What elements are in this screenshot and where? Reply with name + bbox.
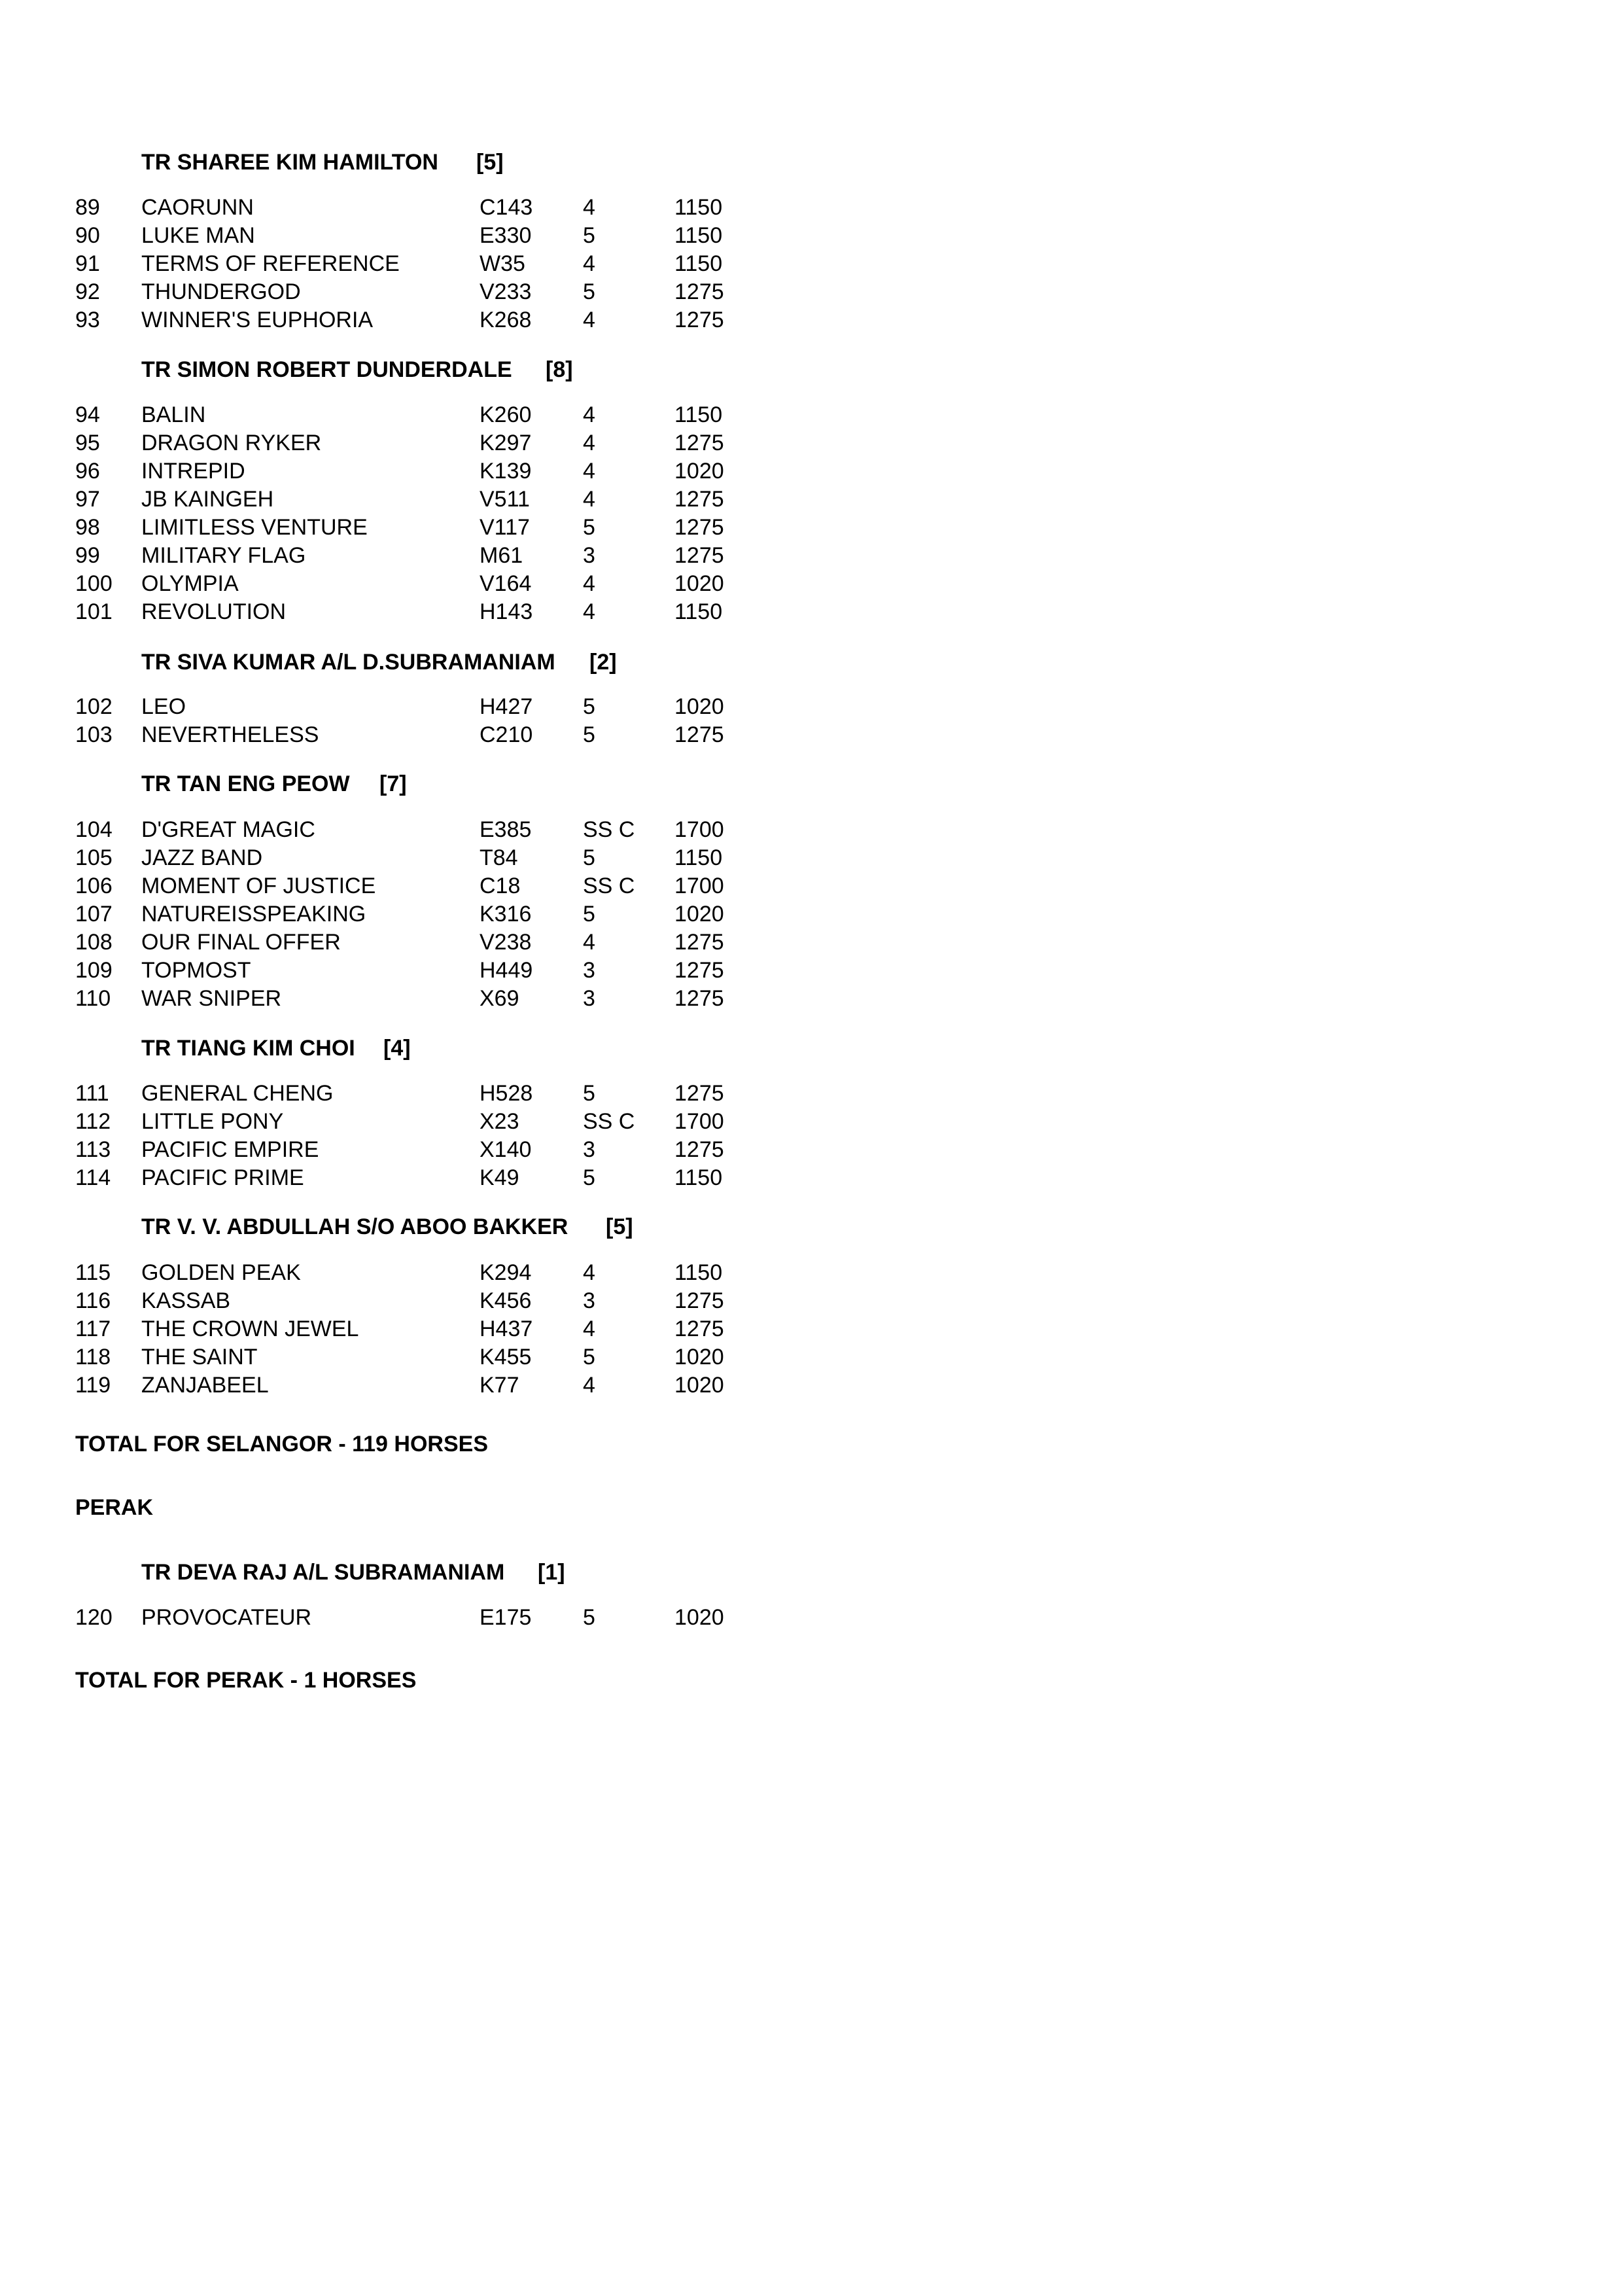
horse-code: K139 xyxy=(480,459,532,484)
horse-rating: SS C xyxy=(583,1109,635,1134)
horse-weight: 1020 xyxy=(674,1345,724,1369)
horse-row xyxy=(0,900,1623,928)
horse-row xyxy=(0,1286,1623,1315)
horse-weight: 1150 xyxy=(674,599,723,624)
horse-row xyxy=(0,984,1623,1013)
horse-name: PACIFIC PRIME xyxy=(141,1165,304,1190)
horse-number: 96 xyxy=(75,459,100,484)
region-heading-perak xyxy=(0,1493,1623,1522)
horse-number: 95 xyxy=(75,431,100,455)
horse-weight: 1275 xyxy=(674,958,724,983)
horse-row xyxy=(0,541,1623,570)
horse-weight: 1275 xyxy=(674,1288,724,1313)
horse-weight: 1275 xyxy=(674,722,724,747)
horse-rating: 5 xyxy=(583,902,595,927)
horse-code: E385 xyxy=(480,817,532,842)
trainer-name: TR TAN ENG PEOW xyxy=(141,771,350,796)
horse-row xyxy=(0,1343,1623,1371)
horse-name: LITTLE PONY xyxy=(141,1109,284,1134)
horse-number: 112 xyxy=(75,1109,111,1134)
trainer-name: TR DEVA RAJ A/L SUBRAMANIAM xyxy=(141,1560,505,1585)
horse-rating: 5 xyxy=(583,845,595,870)
horse-row xyxy=(0,485,1623,514)
horse-row xyxy=(0,928,1623,957)
horse-number: 91 xyxy=(75,251,100,276)
horse-weight: 1020 xyxy=(674,1605,724,1630)
horse-row xyxy=(0,1135,1623,1164)
horse-code: C18 xyxy=(480,874,521,898)
horse-row xyxy=(0,457,1623,486)
horse-code: E175 xyxy=(480,1605,532,1630)
total-selangor xyxy=(0,1430,1623,1458)
horse-rating: SS C xyxy=(583,874,635,898)
horse-rating: 5 xyxy=(583,722,595,747)
horse-number: 98 xyxy=(75,515,100,540)
horse-weight: 1275 xyxy=(674,930,724,955)
total-perak xyxy=(0,1666,1623,1695)
horse-name: INTREPID xyxy=(141,459,245,484)
trainer-heading xyxy=(0,1034,1623,1063)
total-selangor-text: TOTAL FOR SELANGOR - 119 HORSES xyxy=(75,1432,488,1457)
horse-name: GENERAL CHENG xyxy=(141,1081,334,1106)
total-perak-text: TOTAL FOR PERAK - 1 HORSES xyxy=(75,1668,417,1693)
horse-name: CAORUNN xyxy=(141,195,254,220)
horse-rating: 5 xyxy=(583,1165,595,1190)
horse-name: MOMENT OF JUSTICE xyxy=(141,874,376,898)
horse-weight: 1020 xyxy=(674,1373,724,1398)
horse-code: E330 xyxy=(480,223,532,248)
horse-rating: 3 xyxy=(583,958,595,983)
horse-number: 116 xyxy=(75,1288,111,1313)
horse-code: K316 xyxy=(480,902,532,927)
horse-rating: 5 xyxy=(583,694,595,719)
horse-code: V511 xyxy=(480,487,530,512)
horse-weight: 1150 xyxy=(674,251,723,276)
horse-code: K294 xyxy=(480,1260,532,1285)
horse-number: 114 xyxy=(75,1165,111,1190)
horse-weight: 1150 xyxy=(674,195,723,220)
horse-number: 103 xyxy=(75,722,113,747)
horse-name: WINNER'S EUPHORIA xyxy=(141,308,374,332)
trainer-heading xyxy=(0,1212,1623,1241)
horse-rating: 4 xyxy=(583,402,595,427)
horse-code: C210 xyxy=(480,722,533,747)
horse-row xyxy=(0,569,1623,598)
horse-number: 105 xyxy=(75,845,113,870)
horse-number: 104 xyxy=(75,817,113,842)
horse-code: K260 xyxy=(480,402,532,427)
horse-row xyxy=(0,1163,1623,1192)
trainer-horse-count: [5] xyxy=(476,150,504,175)
horse-weight: 1150 xyxy=(674,1260,723,1285)
horse-weight: 1275 xyxy=(674,279,724,304)
horse-code: V233 xyxy=(480,279,532,304)
horse-code: K49 xyxy=(480,1165,519,1190)
horse-name: KASSAB xyxy=(141,1288,231,1313)
horse-number: 115 xyxy=(75,1260,111,1285)
horse-row xyxy=(0,1258,1623,1287)
trainer-name: TR SHAREE KIM HAMILTON xyxy=(141,150,438,175)
horse-code: M61 xyxy=(480,543,523,568)
horse-name: LIMITLESS VENTURE xyxy=(141,515,368,540)
horse-name: PACIFIC EMPIRE xyxy=(141,1137,319,1162)
horse-number: 97 xyxy=(75,487,100,512)
horse-rating: 5 xyxy=(583,1081,595,1106)
horse-name: LUKE MAN xyxy=(141,223,255,248)
horse-rating: 4 xyxy=(583,308,595,332)
horse-rating: 4 xyxy=(583,1316,595,1341)
horse-code: W35 xyxy=(480,251,525,276)
horse-weight: 1275 xyxy=(674,543,724,568)
trainer-horse-count: [1] xyxy=(538,1560,565,1585)
horse-name: THE CROWN JEWEL xyxy=(141,1316,359,1341)
horse-row xyxy=(0,306,1623,334)
horse-code: K455 xyxy=(480,1345,532,1369)
horse-rating: 4 xyxy=(583,1260,595,1285)
horse-rating: 4 xyxy=(583,459,595,484)
horse-row xyxy=(0,193,1623,222)
horse-rating: 4 xyxy=(583,251,595,276)
horse-number: 90 xyxy=(75,223,100,248)
horse-name: MILITARY FLAG xyxy=(141,543,306,568)
horse-weight: 1150 xyxy=(674,223,723,248)
horse-weight: 1150 xyxy=(674,1165,723,1190)
horse-code: X23 xyxy=(480,1109,519,1134)
horse-code: H437 xyxy=(480,1316,533,1341)
horse-weight: 1275 xyxy=(674,986,724,1011)
region-title: PERAK xyxy=(75,1495,154,1520)
horse-name: NATUREISSPEAKING xyxy=(141,902,366,927)
horse-name: D'GREAT MAGIC xyxy=(141,817,315,842)
horse-code: T84 xyxy=(480,845,518,870)
horse-rating: 3 xyxy=(583,1288,595,1313)
horse-weight: 1020 xyxy=(674,694,724,719)
horse-code: V238 xyxy=(480,930,532,955)
horse-row xyxy=(0,221,1623,250)
horse-rating: 4 xyxy=(583,930,595,955)
horse-number: 119 xyxy=(75,1373,111,1398)
horse-number: 111 xyxy=(75,1081,109,1106)
horse-number: 106 xyxy=(75,874,113,898)
horse-rating: 5 xyxy=(583,1345,595,1369)
horse-rating: 4 xyxy=(583,487,595,512)
trainer-name: TR V. V. ABDULLAH S/O ABOO BAKKER xyxy=(141,1214,568,1239)
horse-weight: 1700 xyxy=(674,1109,724,1134)
horse-number: 108 xyxy=(75,930,113,955)
horse-name: TOPMOST xyxy=(141,958,251,983)
horse-row xyxy=(0,249,1623,278)
horse-weight: 1275 xyxy=(674,431,724,455)
horse-row xyxy=(0,429,1623,457)
horse-code: K456 xyxy=(480,1288,532,1313)
horse-name: NEVERTHELESS xyxy=(141,722,319,747)
horse-name: OLYMPIA xyxy=(141,571,239,596)
horse-name: TERMS OF REFERENCE xyxy=(141,251,400,276)
trainer-name: TR TIANG KIM CHOI xyxy=(141,1036,355,1061)
trainer-name: TR SIMON ROBERT DUNDERDALE xyxy=(141,357,512,382)
horse-rating: 3 xyxy=(583,543,595,568)
trainer-horse-count: [4] xyxy=(383,1036,411,1061)
horse-rating: 5 xyxy=(583,279,595,304)
horse-rating: SS C xyxy=(583,817,635,842)
trainer-heading xyxy=(0,1558,1623,1587)
horse-weight: 1275 xyxy=(674,308,724,332)
horse-weight: 1275 xyxy=(674,1081,724,1106)
trainer-heading xyxy=(0,148,1623,177)
horse-code: X140 xyxy=(480,1137,532,1162)
horse-weight: 1020 xyxy=(674,571,724,596)
trainer-horse-count: [5] xyxy=(606,1214,633,1239)
horse-number: 109 xyxy=(75,958,113,983)
trainer-horse-count: [2] xyxy=(589,650,617,675)
horse-rating: 3 xyxy=(583,986,595,1011)
horse-row xyxy=(0,872,1623,900)
horse-rating: 4 xyxy=(583,599,595,624)
horse-rating: 4 xyxy=(583,431,595,455)
horse-name: THE SAINT xyxy=(141,1345,258,1369)
trainer-heading xyxy=(0,648,1623,677)
horse-code: K297 xyxy=(480,431,532,455)
horse-number: 89 xyxy=(75,195,100,220)
horse-row xyxy=(0,720,1623,749)
horse-row xyxy=(0,1603,1623,1632)
horse-row xyxy=(0,815,1623,844)
horse-number: 92 xyxy=(75,279,100,304)
horse-name: THUNDERGOD xyxy=(141,279,301,304)
horse-weight: 1020 xyxy=(674,459,724,484)
horse-rating: 5 xyxy=(583,515,595,540)
horse-number: 107 xyxy=(75,902,113,927)
horse-name: ZANJABEEL xyxy=(141,1373,269,1398)
horse-rating: 4 xyxy=(583,195,595,220)
horse-code: H528 xyxy=(480,1081,533,1106)
horse-code: C143 xyxy=(480,195,533,220)
horse-rating: 3 xyxy=(583,1137,595,1162)
horse-weight: 1020 xyxy=(674,902,724,927)
horse-code: H449 xyxy=(480,958,533,983)
horse-number: 93 xyxy=(75,308,100,332)
trainer-name: TR SIVA KUMAR A/L D.SUBRAMANIAM xyxy=(141,650,555,675)
horse-weight: 1700 xyxy=(674,874,724,898)
horse-number: 99 xyxy=(75,543,100,568)
trainer-heading xyxy=(0,355,1623,384)
horse-code: V164 xyxy=(480,571,532,596)
horse-name: JAZZ BAND xyxy=(141,845,263,870)
horse-number: 117 xyxy=(75,1316,111,1341)
horse-row xyxy=(0,692,1623,721)
horse-rating: 5 xyxy=(583,223,595,248)
horse-code: H143 xyxy=(480,599,533,624)
horse-rating: 5 xyxy=(583,1605,595,1630)
horse-name: PROVOCATEUR xyxy=(141,1605,312,1630)
horse-row xyxy=(0,956,1623,985)
horse-row xyxy=(0,1371,1623,1400)
horse-number: 118 xyxy=(75,1345,111,1369)
horse-row xyxy=(0,400,1623,429)
horse-number: 113 xyxy=(75,1137,111,1162)
horse-rating: 4 xyxy=(583,571,595,596)
horse-code: K268 xyxy=(480,308,532,332)
horse-row xyxy=(0,513,1623,542)
horse-name: REVOLUTION xyxy=(141,599,287,624)
horse-code: X69 xyxy=(480,986,519,1011)
horse-row xyxy=(0,1107,1623,1136)
horse-weight: 1150 xyxy=(674,402,723,427)
trainer-horse-count: [8] xyxy=(546,357,573,382)
horse-weight: 1275 xyxy=(674,487,724,512)
horse-weight: 1275 xyxy=(674,515,724,540)
horse-row xyxy=(0,1315,1623,1343)
horse-row xyxy=(0,277,1623,306)
horse-number: 100 xyxy=(75,571,113,596)
horse-weight: 1150 xyxy=(674,845,723,870)
horse-weight: 1275 xyxy=(674,1316,724,1341)
horse-name: JB KAINGEH xyxy=(141,487,274,512)
horse-code: V117 xyxy=(480,515,530,540)
horse-name: BALIN xyxy=(141,402,206,427)
horse-row xyxy=(0,1079,1623,1108)
horse-code: H427 xyxy=(480,694,533,719)
horse-weight: 1700 xyxy=(674,817,724,842)
horse-rating: 4 xyxy=(583,1373,595,1398)
horse-number: 110 xyxy=(75,986,111,1011)
horse-number: 102 xyxy=(75,694,113,719)
horse-number: 120 xyxy=(75,1605,113,1630)
horse-name: WAR SNIPER xyxy=(141,986,282,1011)
trainer-heading xyxy=(0,769,1623,798)
horse-row xyxy=(0,597,1623,626)
horse-name: OUR FINAL OFFER xyxy=(141,930,341,955)
horse-weight: 1275 xyxy=(674,1137,724,1162)
horse-row xyxy=(0,843,1623,872)
trainer-horse-count: [7] xyxy=(379,771,407,796)
horse-name: DRAGON RYKER xyxy=(141,431,322,455)
horse-number: 94 xyxy=(75,402,100,427)
horse-code: K77 xyxy=(480,1373,519,1398)
horse-name: GOLDEN PEAK xyxy=(141,1260,301,1285)
horse-number: 101 xyxy=(75,599,113,624)
horse-name: LEO xyxy=(141,694,186,719)
